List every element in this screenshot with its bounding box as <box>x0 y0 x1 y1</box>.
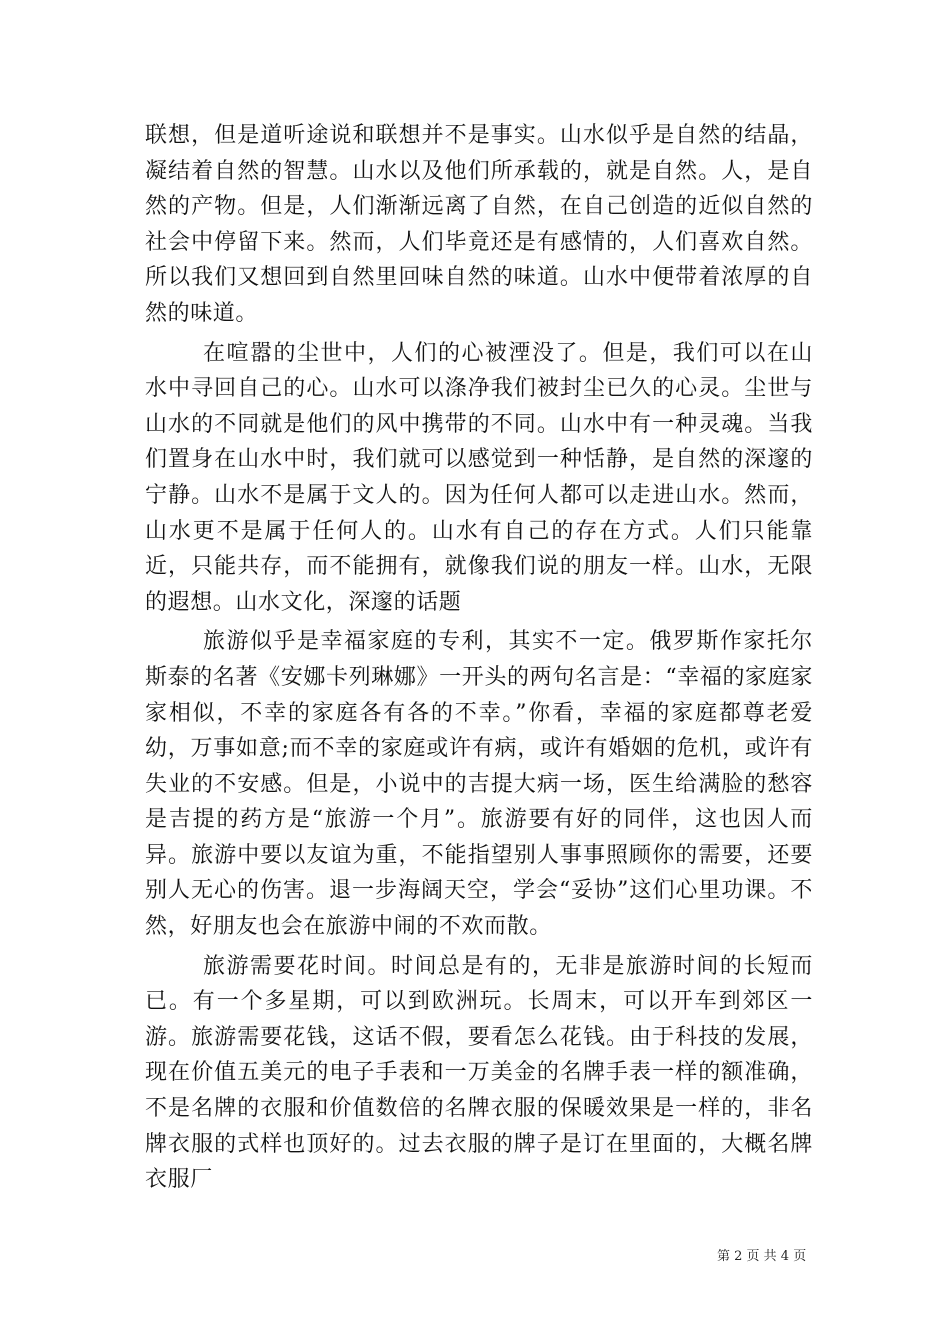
page-number: 第 2 页 共 4 页 <box>717 1249 807 1264</box>
paragraph-3: 旅游似乎是幸福家庭的专利，其实不一定。俄罗斯作家托尔斯泰的名著《安娜卡列琳娜》一开头的两句名言是：“幸福的家庭家家相似，不幸的家庭各有各的不幸。”你看，幸福的家庭都尊老爱幼，万事如意;而不幸的家庭或许有病，或许有婚姻的危机，或许有失业的不安感。但是，小说中的吉提大病一场，医生给满脸的愁容是吉提的药方是“旅游一个月”。旅游要有好的同伴，这也因人而异。旅游中要以友谊为重，不能指望别人事事照顾你的需要，还要别人无心的伤害。退一步海阔天空，学会“妥协”这们心里功课。不然，好朋友也会在旅游中闹的不欢而散。 <box>145 629 813 940</box>
paragraph-4: 旅游需要花时间。时间总是有的，无非是旅游时间的长短而已。有一个多星期，可以到欧洲玩。长周末，可以开车到郊区一游。旅游需要花钱，这话不假，要看怎么花钱。由于科技的发展，现在价值五美元的电子手表和一万美金的名牌手表一样的额准确，不是名牌的衣服和价值数倍的名牌衣服的保暖效果是一样的，非名牌衣服的式样也顶好的。过去衣服的牌子是订在里面的，大概名牌衣服厂 <box>145 953 813 1193</box>
document-body <box>145 118 813 1198</box>
paragraph-2: 在喧嚣的尘世中，人们的心被湮没了。但是，我们可以在山水中寻回自己的心。山水可以涤净我们被封尘已久的心灵。尘世与山水的不同就是他们的风中携带的不同。山水中有一种灵魂。当我们置身在山水中时，我们就可以感觉到一种恬静，是自然的深邃的宁静。山水不是属于文人的。因为任何人都可以走进山水。然而，山水更不是属于任何人的。山水有自己的存在方式。人们只能靠近，只能共存，而不能拥有，就像我们说的朋友一样。山水，无限的遐想。山水文化，深邃的话题 <box>145 340 813 615</box>
paragraph-1: 联想，但是道听途说和联想并不是事实。山水似乎是自然的结晶，凝结着自然的智慧。山水以及他们所承载的，就是自然。人，是自然的产物。但是，人们渐渐远离了自然，在自己创造的近似自然的社会中停留下来。然而，人们毕竟还是有感情的，人们喜欢自然。所以我们又想回到自然里回味自然的味道。山水中便带着浓厚的自然的味道。 <box>145 123 813 326</box>
